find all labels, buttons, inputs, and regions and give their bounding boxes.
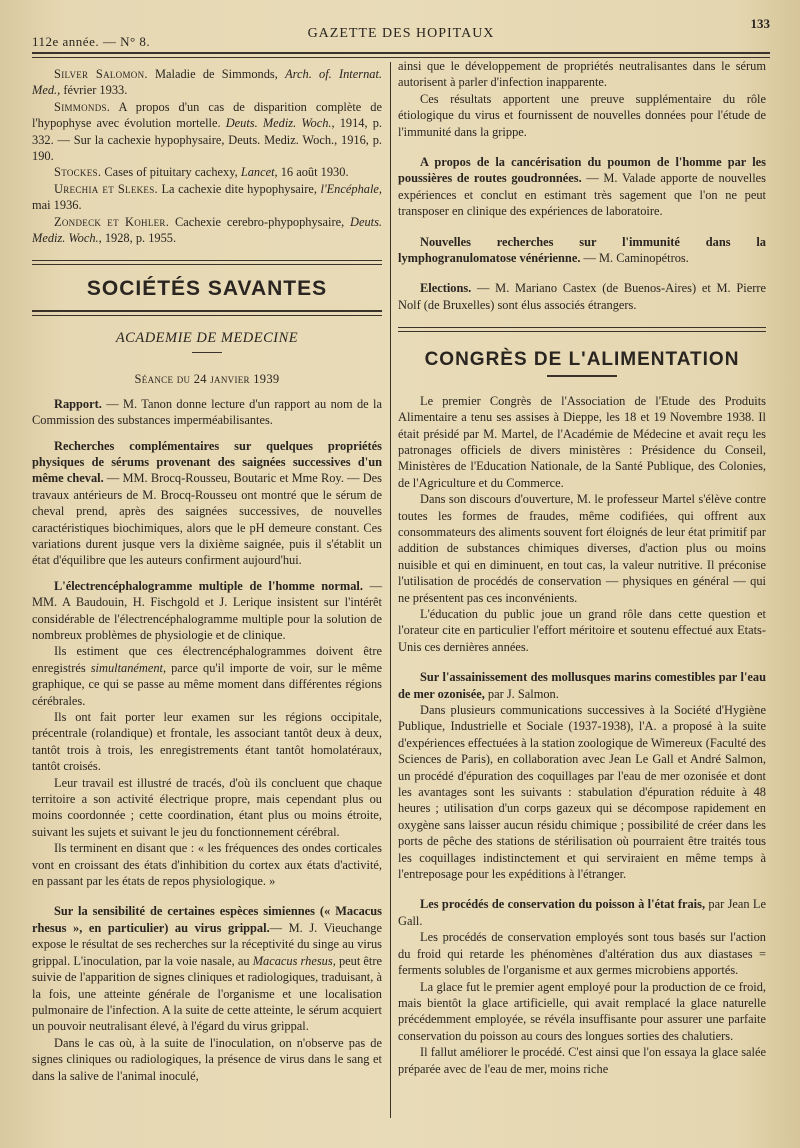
article-elections: Elections. — M. Mariano Castex (de Buenos-Aires) et M. Pierre Nolf (de Bruxelles) sont élus associés étrangers. <box>398 281 766 312</box>
article-rapport: Rapport. — M. Tanon donne lecture d'un rapport au nom de la Commission des substances imperméabilisantes. <box>32 396 382 428</box>
section-divider <box>398 327 766 332</box>
section-title: SOCIÉTÉS SAVANTES <box>86 277 328 301</box>
page-header <box>32 14 770 54</box>
article-recherches: Recherches complémentaires sur quelques propriétés physiques de sérums provenant des saignées successives d'un même cheval. — MM. Brocq-Rousseu, Boutaric et Mme Roy. — Des travaux antérieurs de M. Brocq-Rousseu ont montré que le sérum de cheval prend, après des saignées successives, de nouvelles caractéristiques biochimiques, alors que le pH demeure constant. Ces variations durent jusque vers la dixième saignée, puis il s'établit un état d'équilibre que les auteurs confirment aujourd'hui. <box>32 438 382 568</box>
short-divider <box>547 375 617 377</box>
paragraph: L'éducation du public joue un grand rôle dans cette question et l'orateur cite en particulier l'effort méritoire et soutenu effectué aux Etats-Unis ces dernières années. <box>398 606 766 654</box>
right-column <box>398 58 766 1077</box>
article-mollusques: Sur l'assainissement des mollusques marins comestibles par l'eau de mer ozonisée, par J. Salmon. <box>398 670 766 701</box>
page-number: 133 <box>750 16 770 31</box>
academy-heading: ACADEMIE DE MEDECINE <box>115 329 299 346</box>
paragraph: Les procédés de conservation employés sont tous basés sur l'action du froid qui retarde les phénomènes d'altération dus aux diastases = ferments solubles de l'organisme et aux germes microbiens apportés. <box>398 930 766 978</box>
paragraph: Dans plusieurs communications successives à la Société d'Hygiène Publique, Industrielle et Sociale (1937-1938), l'A. a proposé à la suite d'expériences effectuées à la station zoologique de Wimereux (Faculté des Sciences de Paris), en collaboration avec Jean Le Gall et André Salmon, un procédé d'épuration des coquillages par l'eau de mer ozonisée et dont les avantages sont les suivants : stabulation d'épuration réduite à 48 heures ; utilisation d'un corps gazeux qui se décompose rapidement en oxygène sans laisser aucun résidu chimique ; possibilité de créer dans les ports de pêche des stations de stérilisation où pourraient être traités tous les coquillages indistinctement et qui serviraient en même temps à l'entreposage pour les expéditions à l'étranger. <box>398 703 766 882</box>
congress-title: CONGRÈS DE L'ALIMENTATION <box>424 349 740 371</box>
paragraph: Ils terminent en disant que : « les fréquences des ondes corticales vont en croissant des états d'inhibition du cortex aux états d'activité, en passant par les états de repos physiologique. » <box>32 841 382 889</box>
reference-entry: Simmonds. A propos d'un cas de disparition complète de l'hypophyse avec évolution mortelle. Deuts. Mediz. Woch., 1914, p. 332. — Sur la cachexie hypophysaire, Deuts. Mediz. Woch., 1916, p. 190. <box>32 99 382 164</box>
reference-entry: Zondeck et Kohler. Cachexie cerebro-phypophysaire, Deuts. Mediz. Woch., 1928, p. 1955. <box>32 214 383 246</box>
paragraph: Leur travail est illustré de tracés, d'où ils concluent que chaque territoire a son activité électrique propre, mais cependant plus ou moins coordonnée ; cette coordination, étant plus ou moins étroite, suivant les sujets et suivant le jeu du fonctionnement cérébral. <box>32 775 382 839</box>
paragraph: La glace fut le premier agent employé pour la production de ce froid, mais bientôt la glace artificielle, qui avait remplacé la glace naturelle précédemment employée, se révéla insuffisante pour assurer une parfaite conservation du poisson au cours des longues sorties des chalutiers. <box>398 979 766 1043</box>
section-divider <box>32 260 382 265</box>
paragraph: Ils ont fait porter leur examen sur les régions occipitale, précentrale (rolandique) et frontale, les associant tantôt deux à deux, tantôt trois à trois, les enregistrements étant tantôt homolatéraux, tantôt croisés. <box>32 710 382 774</box>
article-lympho: Nouvelles recherches sur l'immunité dans la lymphogranulomatose vénérienne. — M. Caminopétros. <box>398 234 766 266</box>
article-poisson: Les procédés de conservation du poisson à l'état frais, par Jean Le Gall. <box>398 897 766 928</box>
reference-entry: Urechia et Slekes. La cachexie dite hypophysaire, l'Encéphale, mai 1936. <box>32 181 382 213</box>
reference-entry: Stockes. Cases of pituitary cachexy, Lancet, 16 août 1930. <box>54 165 349 180</box>
left-column <box>32 66 382 1084</box>
short-divider <box>192 352 222 353</box>
journal-title: GAZETTE DES HOPITAUX <box>307 26 495 41</box>
paragraph: Dans son discours d'ouverture, M. le professeur Martel s'élève contre toutes les formes de fraudes, même codifiées, qui offrent aux consommateurs des aliments souvent fort éloignés de leur état primitif par addition de substances chimiques diverses, d'action plus ou moins nuisible et qui en diminuent, en tout cas, la valeur nutritive. Il préconise l'utilisation de procédés de conservation — physiques en général — qui ne présentent pas ces inconvénients. <box>398 492 766 605</box>
header-rule <box>32 52 770 54</box>
reference-entry: Silver Salomon. Maladie de Simmonds, Arch. of. Internat. Med., février 1933. <box>32 67 382 98</box>
paragraph: Le premier Congrès de l'Association de l'Etude des Produits Alimentaire a tenu ses assises à Dieppe, les 18 et 19 Novembre 1938. Il était présidé par M. Martel, de l'Académie de Médecine et avait reçu les patronages officiels de divers ministères : Présidence du Conseil, Ministères de l'Education Nationale, de la Santé Publique, des Colonies, de l'Agriculture et du Commerce. <box>398 393 766 490</box>
column-separator <box>390 62 391 1118</box>
article-simian: Sur la sensibilité de certaines espèces simiennes (« Macacus rhesus », en particulier) au virus grippal.— M. J. Vieuchange expose le résultat de ses recherches sur la réceptivité du singe au virus grippal. L'inoculation, par la voie nasale, au Macacus rhesus, peut être suivie de l'apparition de signes cliniques et radiologiques, traduisant, à la fois, une atteinte générale de l'organisme et une localisation pulmonaire de l'infection. A la suite de cette atteinte, le sérum acquiert un pouvoir neutralisant élevé, à l'égard du virus grippal. <box>32 904 383 1034</box>
session-date: Séance du 24 janvier 1939 <box>134 372 280 387</box>
issue-number: 112e année. — N° 8. <box>32 34 151 49</box>
paragraph: Ils estiment que ces électrencéphalogrammes doivent être enregistrés simultanément, parce qu'il importe de voir, sur le même graphique, ce qui se passe au même moment dans différentes régions cérébrales. <box>32 644 382 708</box>
paragraph: ainsi que le développement de propriétés neutralisantes dans le sérum autorisent à parler d'infection inapparente. <box>398 59 766 90</box>
article-eeg: L'électrencéphalogramme multiple de l'homme normal. — MM. A Baudouin, H. Fischgold et J. Lerique insistent sur l'intérêt considérable de l'électrencéphalogramme multiple pour la solution de nombreux problèmes de physiologie et de clinique. <box>32 578 382 642</box>
section-divider <box>32 310 382 316</box>
paragraph: Dans le cas où, à la suite de l'inoculation, on n'observe pas de signes cliniques ou radiologiques, la présence de virus dans le sang et dans la salive de l'animal inoculé, <box>32 1035 382 1083</box>
article-cancer: A propos de la cancérisation du poumon de l'homme par les poussières de routes goudronnées. — M. Valade apporte de nouvelles expériences et conclut en estimant très sagement que l'on ne peut transposer en clinique des expériences de laboratoire. <box>398 155 767 219</box>
paragraph: Il fallut améliorer le procédé. C'est ainsi que l'on essaya la glace salée préparée avec de l'eau de mer, moins riche <box>398 1045 766 1076</box>
paragraph: Ces résultats apportent une preuve supplémentaire du rôle étiologique du virus et fournissent de nouvelles données pour l'étude de l'immunité dans la grippe. <box>398 91 766 139</box>
